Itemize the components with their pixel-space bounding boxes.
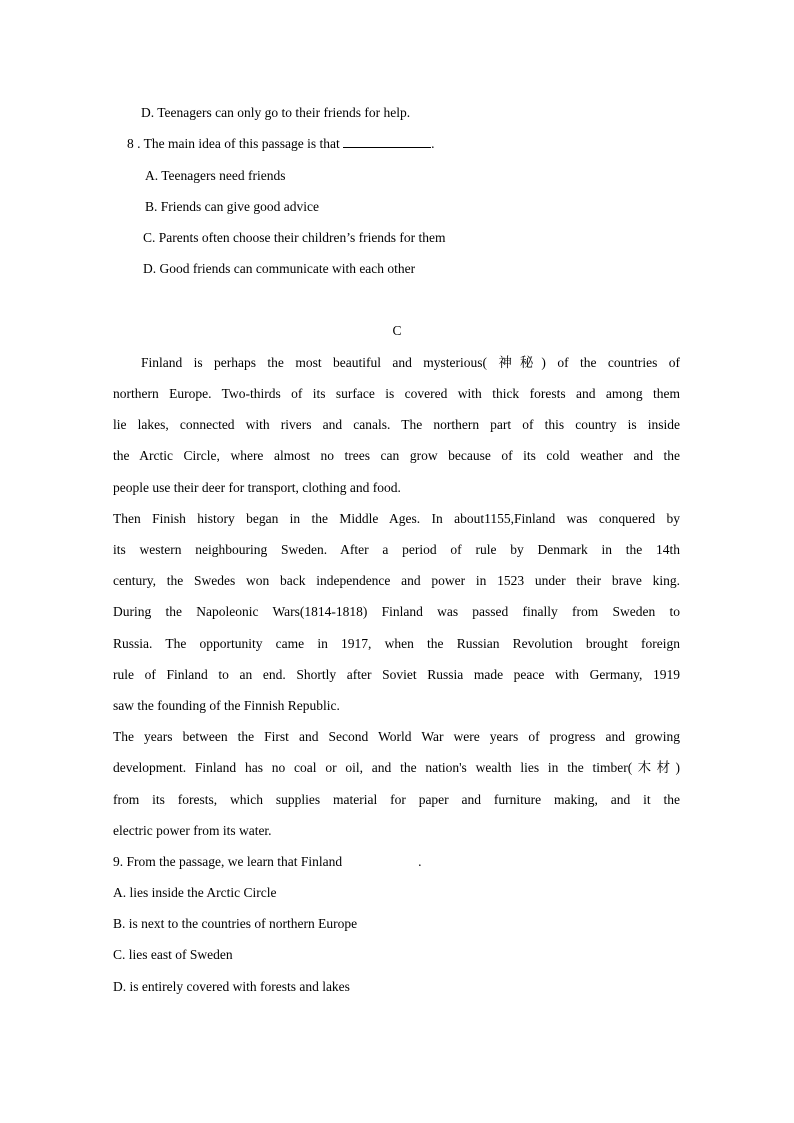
q7-option-d: D. Teenagers can only go to their friends for help. (141, 105, 411, 120)
passage-line: electric power from its water. (113, 823, 272, 838)
passage-line: its western neighbouring Sweden. After a period of rule by Denmark in the 14th (113, 542, 680, 557)
passage-line: Then Finish history began in the Middle Ages. In about1155,Finland was conquered by (113, 511, 680, 526)
q8-option-a: A. Teenagers need friends (145, 168, 286, 183)
q8-option-d: D. Good friends can communicate with each other (143, 261, 416, 276)
q9-stem (113, 853, 421, 871)
passage-line: The years between the First and Second World War were years of progress and growing (113, 729, 680, 744)
section-c-heading: C (392, 323, 402, 338)
passage-line: lie lakes, connected with rivers and canals. The northern part of this country is inside (113, 417, 680, 432)
passage-line: saw the founding of the Finnish Republic. (113, 698, 340, 713)
q9-stem-text: 9. From the passage, we learn that Finland (113, 854, 343, 869)
passage-line: Finland is perhaps the most beautiful and mysterious( 神秘) of the countries of (141, 355, 680, 370)
q9-stem-period: . (418, 854, 422, 869)
passage-line: century, the Swedes won back independence and power in 1523 under their brave king. (113, 573, 680, 588)
q8-answer-blank (343, 135, 431, 148)
q9-option-a: A. lies inside the Arctic Circle (113, 885, 277, 900)
q8-stem (127, 135, 434, 153)
passage-line: Russia. The opportunity came in 1917, when the Russian Revolution brought foreign (113, 636, 680, 651)
passage-line: rule of Finland to an end. Shortly after Soviet Russia made peace with Germany, 1919 (113, 667, 680, 682)
q8-stem-text: 8 . The main idea of this passage is that (127, 136, 340, 151)
passage-line: from its forests, which supplies material for paper and furniture making, and it the (113, 792, 680, 807)
q8-stem-period: . (431, 136, 435, 151)
passage-line: During the Napoleonic Wars(1814-1818) Finland was passed finally from Sweden to (113, 604, 680, 619)
passage-line: people use their deer for transport, clothing and food. (113, 480, 401, 495)
q9-option-b: B. is next to the countries of northern Europe (113, 916, 358, 931)
q8-option-c: C. Parents often choose their children’s friends for them (143, 230, 446, 245)
passage-line: development. Finland has no coal or oil, and the nation's wealth lies in the timber(木材) (113, 760, 680, 775)
q9-option-c: C. lies east of Sweden (113, 947, 233, 962)
passage-line: the Arctic Circle, where almost no trees can grow because of its cold weather and the (113, 448, 680, 463)
q8-option-b: B. Friends can give good advice (145, 199, 319, 214)
q9-option-d: D. is entirely covered with forests and lakes (113, 979, 350, 994)
passage-line: northern Europe. Two-thirds of its surface is covered with thick forests and among them (113, 386, 680, 401)
